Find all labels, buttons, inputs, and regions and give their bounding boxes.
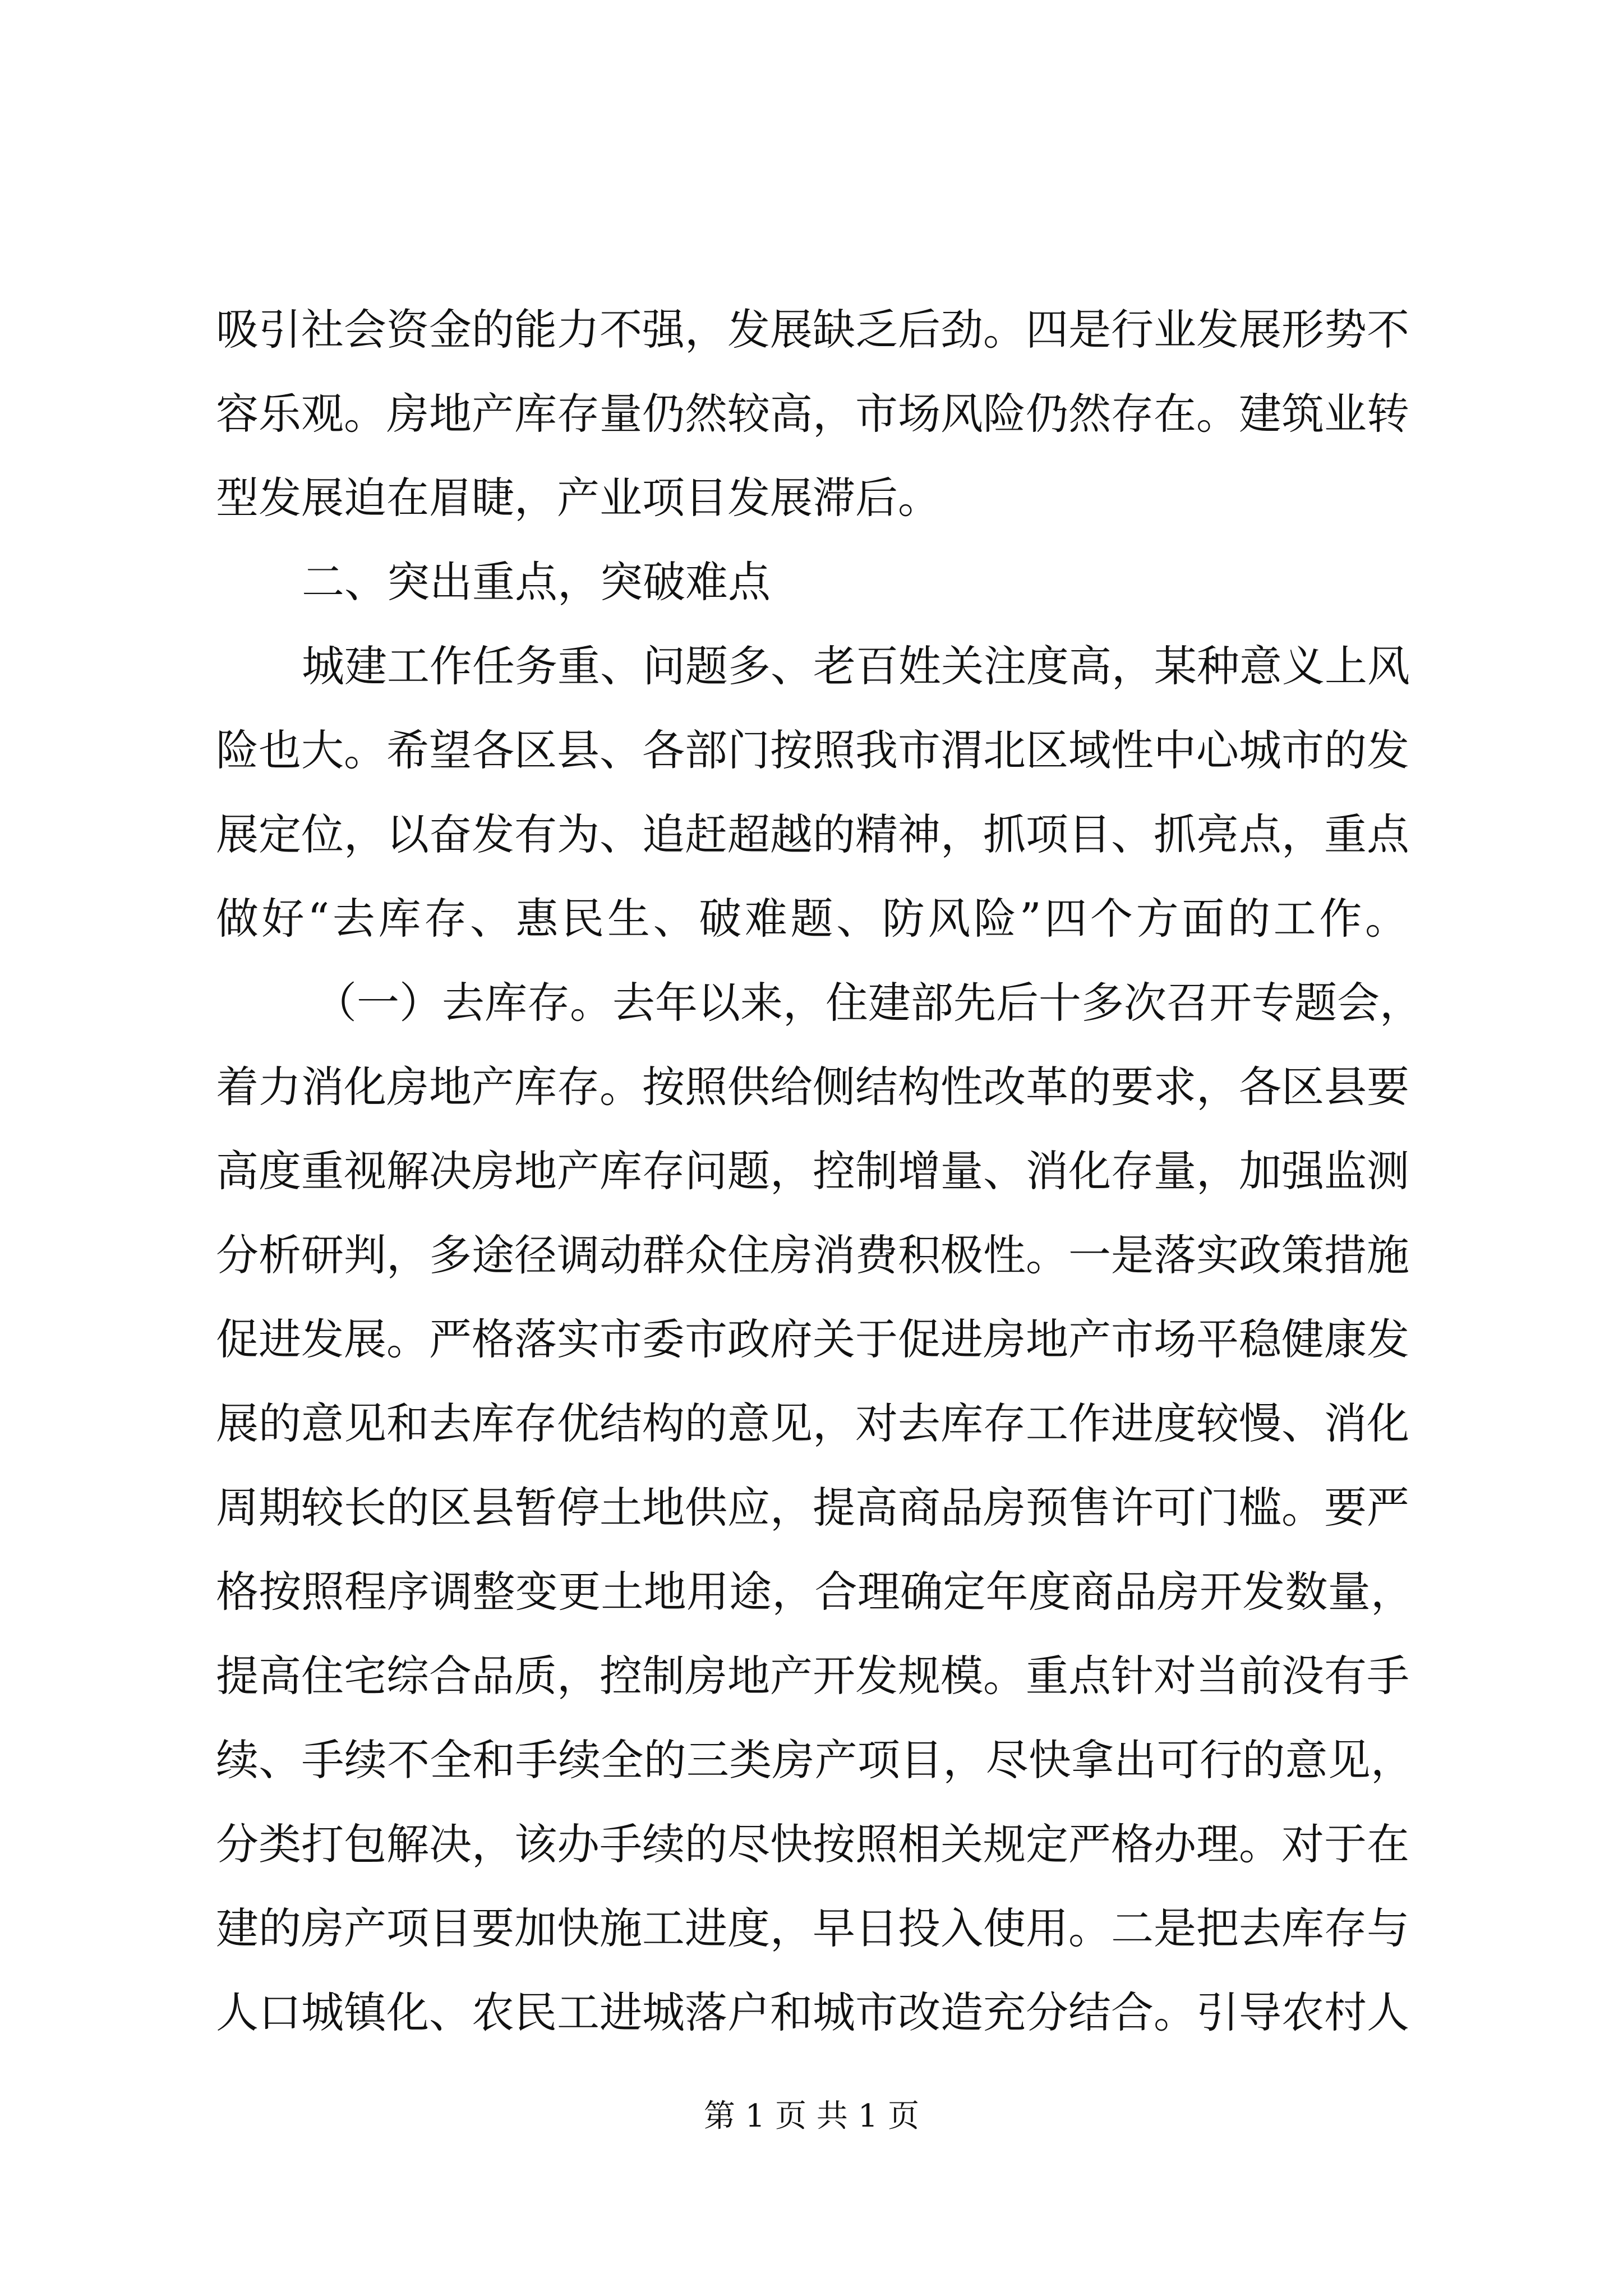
text-line: 促进发展。严格落实市委市政府关于促进房地产市场平稳健康发 — [216, 1314, 1409, 1364]
text-line: 险也大。希望各区县、各部门按照我市渭北区域性中心城市的发 — [216, 725, 1409, 775]
text-line: （一）去库存。去年以来，住建部先后十多次召开专题会， — [314, 978, 1422, 1028]
text-line: 展定位，以奋发有为、追赶超越的精神，抓项目、抓亮点，重点 — [216, 809, 1409, 859]
text-line: 着力消化房地产库存。按照供给侧结构性改革的要求，各区县要 — [216, 1062, 1409, 1112]
text-line: 建的房产项目要加快施工进度，早日投入使用。二是把去库存与 — [216, 1903, 1409, 1953]
page-footer: 第 1 页 共 1 页 — [703, 2098, 920, 2134]
text-line: 吸引社会资金的能力不强，发展缺乏后劲。四是行业发展形势不 — [216, 305, 1409, 355]
text-line: 城建工作任务重、问题多、老百姓关注度高，某种意义上风 — [302, 641, 1410, 691]
text-line: 高度重视解决房地产库存问题，控制增量、消化存量，加强监测 — [216, 1146, 1409, 1196]
text-line: 展的意见和去库存优结构的意见，对去库存工作进度较慢、消化 — [216, 1398, 1409, 1448]
text-line: 型发展迫在眉睫，产业项目发展滞后。 — [216, 473, 940, 523]
text-line: 容乐观。房地产库存量仍然较高，市场风险仍然存在。建筑业转 — [216, 389, 1409, 439]
section-heading: 二、突出重点，突破难点 — [302, 557, 771, 607]
text-line: 格按照程序调整变更土地用途，合理确定年度商品房开发数量， — [216, 1567, 1413, 1617]
text-line: 分类打包解决，该办手续的尽快按照相关规定严格办理。对于在 — [216, 1819, 1409, 1869]
text-line: 人口城镇化、农民工进城落户和城市改造充分结合。引导农村人 — [216, 1987, 1409, 2037]
text-line: 分析研判，多途径调动群众住房消费积极性。一是落实政策措施 — [216, 1230, 1409, 1280]
text-line: 提高住宅综合品质，控制房地产开发规模。重点针对当前没有手 — [216, 1651, 1409, 1701]
text-line: 做好“去库存、惠民生、破难题、防风险”四个方面的工作。 — [216, 894, 1408, 944]
text-line: 续、手续不全和手续全的三类房产项目，尽快拿出可行的意见， — [216, 1735, 1413, 1785]
text-line: 周期较长的区县暂停土地供应，提高商品房预售许可门槛。要严 — [216, 1483, 1409, 1533]
